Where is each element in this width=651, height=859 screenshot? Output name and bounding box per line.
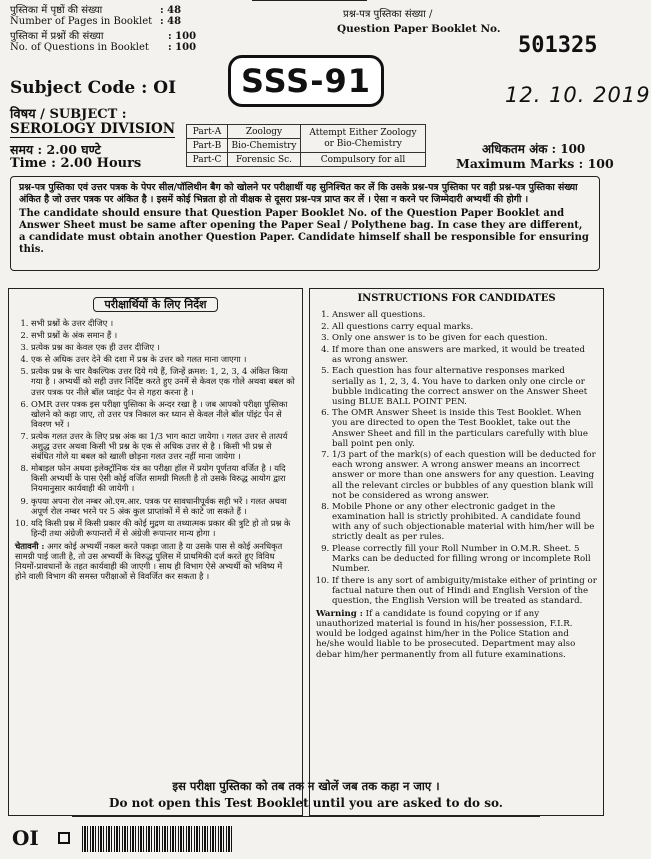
booklet-info [10,5,210,53]
hindi-warning-label: चेतावनी : [15,540,45,551]
list-item: 1. Answer all questions. [332,310,597,320]
list-item: 7. 1/3 part of the mark(s) of each question will be deducted for each wrong answer. A wrong answer means an incorrect answer or more than one answers for any question. Leaving all the relevant circles or bubbles of any question blank will not be considered as wrong answer. [332,450,597,500]
list-item: 8. मोबाइल फोन अथवा इलेक्ट्रॉनिक यंत्र का परीक्षा हॉल में प्रयोग पूर्णतया वर्जित है । यदि किसी अभ्यर्थी के पास ऐसी कोई वर्जित सामग्री मिलती है तो उसके विरुद्ध आयोग द्वारा नियमानुसार कार्यवाही की जायेगी । [31,463,296,493]
part-subject: Forensic Sc. [228,153,301,167]
barcode [82,826,232,852]
footer-english: Do not open this Test Booklet until you are asked to do so. [109,796,503,810]
hindi-instructions-header [15,293,296,312]
booklet-number: 501325 [518,33,598,58]
part-label: Part-C [187,153,228,167]
part-label: Part-A [187,125,228,139]
subject-label: विषय / SUBJECT : [10,107,127,122]
parts-table [186,124,426,167]
questions-hi-value: : 100 [168,31,197,42]
hindi-instructions-list [15,318,296,538]
list-item: 5. प्रत्येक प्रश्न के चार वैकल्पिक उत्तर दिये गये हैं, जिन्हें क्रमश: 1, 2, 3, 4 अंकित किया गया है । अभ्यर्थी को सही उत्तर निर्दिष्ट करते हुए उनमें से केवल एक गोले अथवा बबल को उत्तर पत्रक पर नीले बॉल प्वाइंट पेन से गहरा करना है । [31,366,296,396]
footer-rule [72,816,540,817]
notice-hindi: प्रश्न-पत्र पुस्तिका एवं उत्तर पत्रक के पेपर सील/पॉलिथीन बैग को खोलने पर परीक्षार्थी यह सुनिश्चित कर लें कि उसके प्रश्न-पत्र पुस्तिका पर वही प्रश्न-पत्र पुस्तिका संख्या अंकित है जो उत्तर पत्रक पर अंकित है । इसमें कोई भिन्नता हो तो वीक्षक से दूसरा प्रश्न-पत्र प्राप्त कर लें । ऐसा न करने पर जिम्मेदारी अभ्यर्थी की होगी । [19,182,578,205]
english-warning-text: If a candidate is found copying or if any unauthorized material is found in his/her possession, F.I.R. would be lodged against him/her in the Police Station and he/she would liable to be prosecuted. Department may also debar him/her permanently from all future examinations. [316,609,576,660]
booklet-label-hi: प्रश्न-पत्र पुस्तिका संख्या / [343,9,433,20]
parts-row [187,125,426,139]
english-instructions-panel [309,288,604,816]
list-item: 8. Mobile Phone or any other electronic gadget in the examination hall is strictly prohibited. A candidate found with any of such objectionable material with him/her will be strictly dealt as per rules. [332,502,597,542]
pages-hi-value: : 48 [160,5,182,16]
list-item: 10. यदि किसी प्रश्न में किसी प्रकार की कोई मुद्रण या तथ्यात्मक प्रकार की त्रुटि हो तो प्रश्न के हिन्दी तथा अंग्रेजी रूपान्तरों में से अंग्रेजी रूपान्तर मान्य होगा । [31,518,296,538]
top-rule [252,0,367,1]
paper-code: SSS-91 [240,62,372,100]
list-item: 1. सभी प्रश्नों के उत्तर दीजिए । [31,318,296,328]
pages-hi-label: पुस्तिका में पृष्ठों की संख्या [10,5,103,16]
parts-row [187,153,426,167]
subject-code: Subject Code : OI [10,78,177,98]
list-item: 4. एक से अधिक उत्तर देने की दशा में प्रश्न के उत्तर को गलत माना जाएगा । [31,354,296,364]
english-instructions-list [316,310,597,606]
parts-compulsory-note: Compulsory for all [301,153,426,167]
list-item: 3. Only one answer is to be given for each question. [332,333,597,343]
list-item: 2. All questions carry equal marks. [332,322,597,332]
checkbox-icon [58,832,70,844]
max-marks-en: Maximum Marks : 100 [456,156,614,171]
division-name: SEROLOGY DIVISION [10,121,176,137]
questions-en-label: No. of Questions in Booklet [10,42,149,53]
hindi-warning-text: अगर कोई अभ्यर्थी नकल करते पकड़ा जाता है या उसके पास से कोई अनधिकृत सामग्री पाई जाती है, तो उस अभ्यर्थी के विरुद्ध पुलिस में प्राथमिकी दर्ज करते हुए विविध नियमों-प्रावधानों के तहत कार्यवाही की जाएगी । साथ ही विभाग ऐसे अभ्यर्थी को भविष्य में होने वाली विभाग की समस्त परीक्षाओं से विवर्जित कर सकता है । [15,540,283,582]
handwritten-date: 12. 10. 2019 [505,83,651,107]
paper-code-box [228,55,384,107]
hindi-instructions-title: परीक्षार्थियों के लिए निर्देश [93,297,217,312]
english-instructions-title: INSTRUCTIONS FOR CANDIDATES [357,293,556,304]
part-label: Part-B [187,139,228,153]
pages-en-label: Number of Pages in Booklet [10,16,153,27]
english-warning [316,609,597,659]
list-item: 2. सभी प्रश्नों के अंक समान हैं । [31,330,296,340]
list-item: 4. If more than one answers are marked, it would be treated as wrong answer. [332,345,597,365]
list-item: 3. प्रत्येक प्रश्न का केवल एक ही उत्तर दीजिए । [31,342,296,352]
questions-hi-label: पुस्तिका में प्रश्नों की संख्या [10,31,104,42]
parts-choice-note: Attempt Either Zoology or Bio-Chemistry [301,125,426,153]
hindi-instructions-panel [8,288,303,816]
list-item: 10. If there is any sort of ambiguity/mistake either of printing or factual nature then out of Hindi and English Version of the question, the English Version will be treated as standard. [332,576,597,606]
footer-code: OI [12,826,39,850]
list-item: 7. प्रत्येक गलत उत्तर के लिए प्रश्न अंक का 1/3 भाग काटा जायेगा । गलत उत्तर से तात्पर्य अशुद्ध उत्तर अथवा किसी भी प्रश्न के एक से अधिक उत्तर से है । किसी भी प्रश्न से संबंधित गोले या बबल को खाली छोड़ना गलत उत्तर नहीं माना जायेगा । [31,431,296,461]
footer-hindi: इस परीक्षा पुस्तिका को तब तक न खोलें जब तक कहा न जाए । [172,779,440,793]
list-item: 9. Please correctly fill your Roll Number in O.M.R. Sheet. 5 Marks can be deducted for filling wrong or incomplete Roll Number. [332,544,597,574]
time-hi: समय : 2.00 घण्टे [10,142,101,157]
max-marks-hi: अधिकतम अंक : 100 [482,142,586,156]
time-en: Time : 2.00 Hours [10,156,142,171]
list-item: 9. कृपया अपना रोल नम्बर ओ.एम.आर. पत्रक पर सावधानीपूर्वक सही भरें । गलत अथवा अपूर्ण रोल नम्बर भरने पर 5 अंक कुल प्राप्तांकों में से काटे जा सकते हैं । [31,496,296,516]
list-item: 5. Each question has four alternative responses marked serially as 1, 2, 3, 4. You have to darken only one circle or bubble indicating the correct answer on the Answer Sheet using BLUE BALL POINT PEN. [332,366,597,406]
english-warning-label: Warning : [316,609,363,620]
list-item: 6. OMR उत्तर पत्रक इस परीक्षा पुस्तिका के अन्दर रखा है । जब आपको परीक्षा पुस्तिका खोलने को कहा जाए, तो उत्तर पत्र निकाल कर ध्यान से केवल नीले बॉल पॉइंट पेन से विवरण भरें । [31,399,296,429]
notice-english: The candidate should ensure that Question Paper Booklet No. of the Question Paper Booklet and Answer Sheet must be same after opening the Paper Seal / Polythene bag. In case they are different, a candidate must obtain another Question Paper. Candidate himself shall be responsible for ensuring this. [19,208,589,255]
notice-box [10,176,600,271]
part-subject: Zoology [228,125,301,139]
hindi-warning [15,541,296,581]
booklet-label-en: Question Paper Booklet No. [337,23,501,35]
list-item: 6. The OMR Answer Sheet is inside this Test Booklet. When you are directed to open the Test Booklet, take out the Answer Sheet and fill in the particulars carefully with blue ball point pen only. [332,408,597,448]
questions-en-value: : 100 [168,42,197,53]
part-subject: Bio-Chemistry [228,139,301,153]
pages-en-value: : 48 [160,16,182,27]
